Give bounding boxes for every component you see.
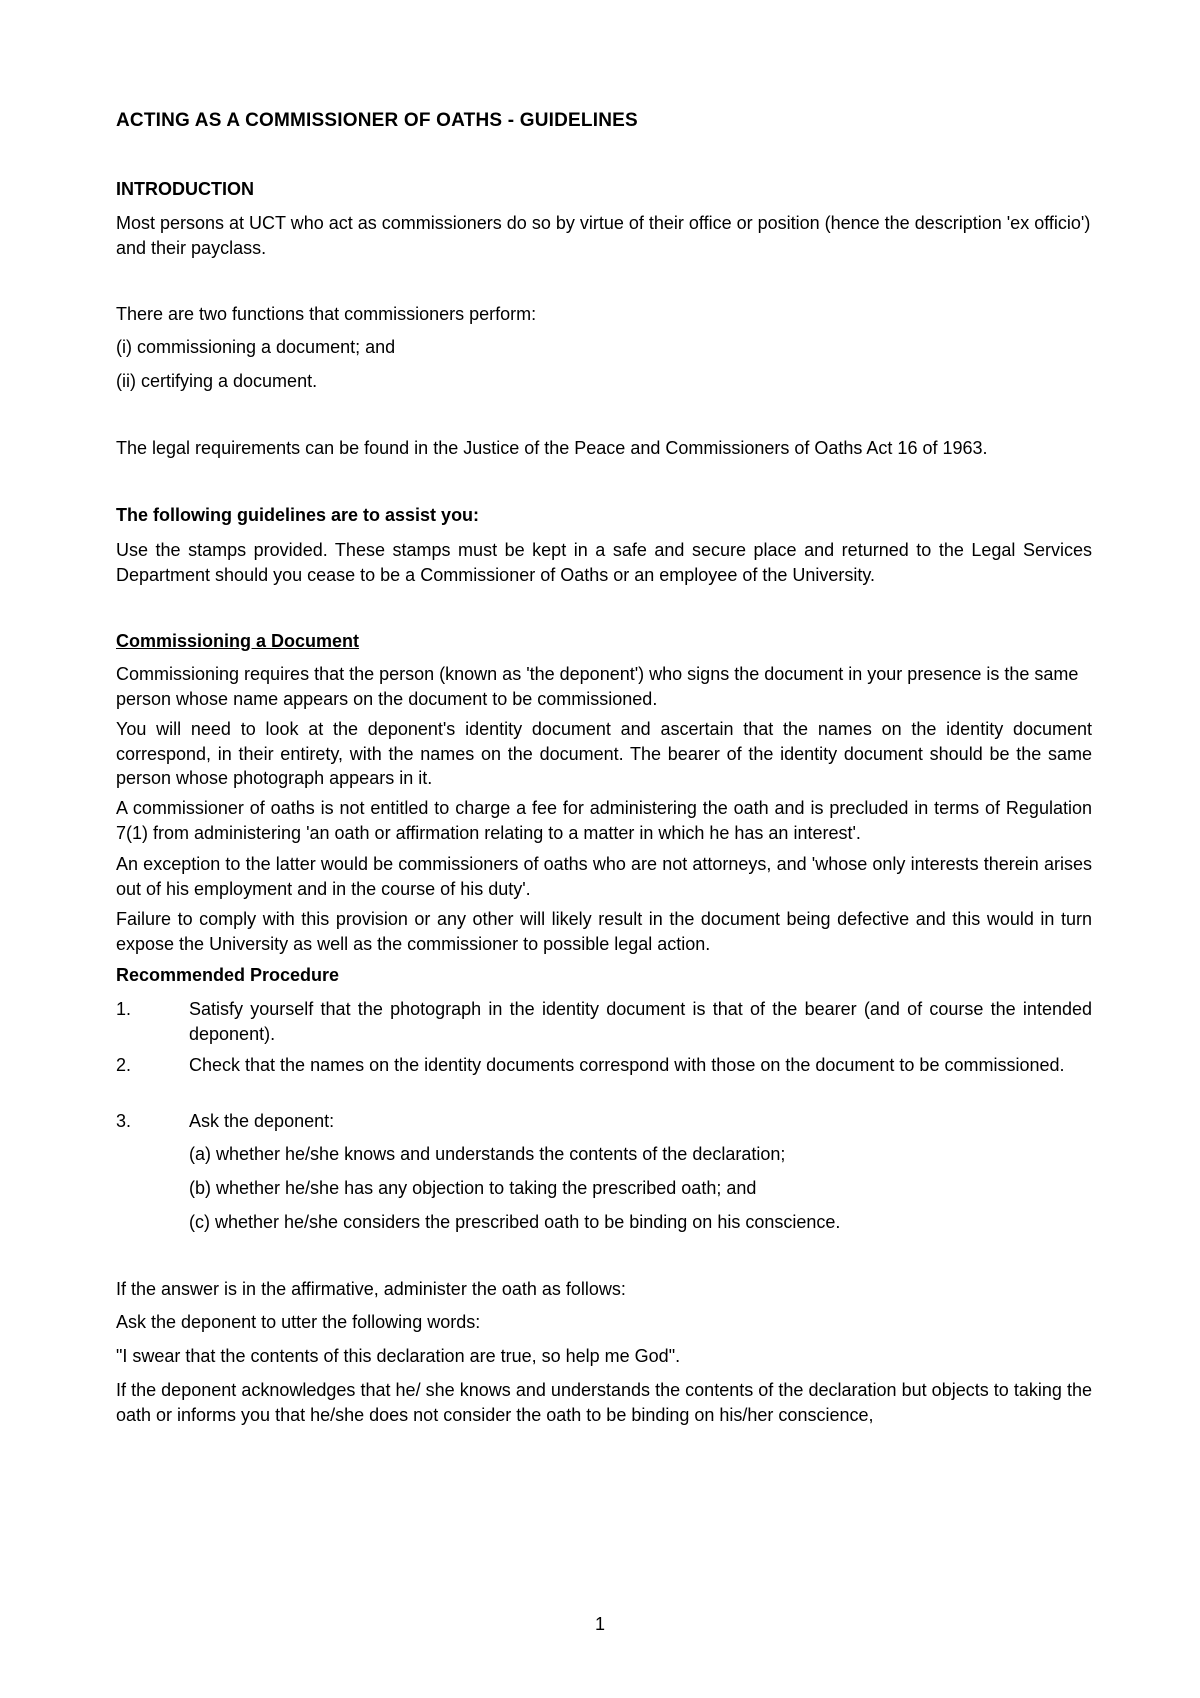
procedure-sub-item-c: (c) whether he/she considers the prescribed oath to be binding on his conscience. <box>189 1212 841 1232</box>
introduction-paragraph-2: There are two functions that commissioners perform: <box>116 304 537 324</box>
commissioning-paragraph-1: Commissioning requires that the person (known as 'the deponent') who signs the document in your presence is the same person whose name appears on the document to be commissioned. <box>116 664 1079 709</box>
commissioning-paragraph-2: You will need to look at the deponent's identity document and ascertain that the names on the identity document correspond, in their entirety, with the names on the document. The bearer of the identity document should be the same person whose photograph appears in it. <box>116 719 1092 788</box>
procedure-step-number: 3. <box>116 1111 132 1131</box>
procedure-step-number: 1. <box>116 999 132 1019</box>
function-item-2: (ii) certifying a document. <box>116 371 318 391</box>
commissioning-paragraph-5: Failure to comply with this provision or any other will likely result in the document being defective and this would in turn expose the University as well as the commissioner to possible legal action. <box>116 909 1092 954</box>
commissioning-paragraph-4: An exception to the latter would be commissioners of oaths who are not attorneys, and 'whose only interests therein arises out of his employment and in the course of his duty'. <box>116 854 1092 899</box>
page-number: 1 <box>594 1614 605 1634</box>
document-page <box>116 0 1092 1698</box>
commissioning-heading: Commissioning a Document <box>116 631 360 651</box>
oath-paragraph-2: Ask the deponent to utter the following words: <box>116 1312 481 1332</box>
procedure-step <box>116 1109 1092 1135</box>
introduction-paragraph-1: Most persons at UCT who act as commissioners do so by virtue of their office or position (hence the description 'ex officio') and their payclass. <box>116 213 1091 258</box>
procedure-step-text: Ask the deponent: <box>189 1111 335 1131</box>
guidelines-paragraph-1: Use the stamps provided. These stamps must be kept in a safe and secure place and returned to the Legal Services Department should you cease to be a Commissioner of Oaths or an employee of the University. <box>116 540 1092 585</box>
oath-paragraph-3: If the deponent acknowledges that he/ she knows and understands the contents of the declaration but objects to taking the oath or informs you that he/she does not consider the oath to be binding on his/her conscience, <box>116 1380 1092 1425</box>
introduction-paragraph-3: The legal requirements can be found in the Justice of the Peace and Commissioners of Oaths Act 16 of 1963. <box>116 438 988 458</box>
procedure-sub-item-b: (b) whether he/she has any objection to taking the prescribed oath; and <box>189 1178 757 1198</box>
oath-quote: "I swear that the contents of this declaration are true, so help me God". <box>116 1346 681 1366</box>
procedure-step-text: Check that the names on the identity documents correspond with those on the document to be commissioned. <box>189 1055 1065 1075</box>
commissioning-paragraph-3: A commissioner of oaths is not entitled to charge a fee for administering the oath and is precluded in terms of Regulation 7(1) from administering 'an oath or affirmation relating to a matter in which he has an interest'. <box>116 798 1092 843</box>
function-item-1: (i) commissioning a document; and <box>116 337 396 357</box>
procedure-step <box>116 1053 1092 1103</box>
procedure-sub-item-a: (a) whether he/she knows and understands the contents of the declaration; <box>189 1144 786 1164</box>
procedure-heading: Recommended Procedure <box>116 965 340 985</box>
introduction-heading: INTRODUCTION <box>116 179 254 199</box>
procedure-step-number: 2. <box>116 1055 132 1075</box>
procedure-step <box>116 997 1092 1047</box>
procedure-step-text: Satisfy yourself that the photograph in the identity document is that of the bearer (and of course the intended deponent). <box>189 999 1092 1044</box>
oath-paragraph-1: If the answer is in the affirmative, administer the oath as follows: <box>116 1279 626 1299</box>
document-title: ACTING AS A COMMISSIONER OF OATHS - GUIDELINES <box>116 110 638 131</box>
guidelines-heading: The following guidelines are to assist you: <box>116 505 480 525</box>
